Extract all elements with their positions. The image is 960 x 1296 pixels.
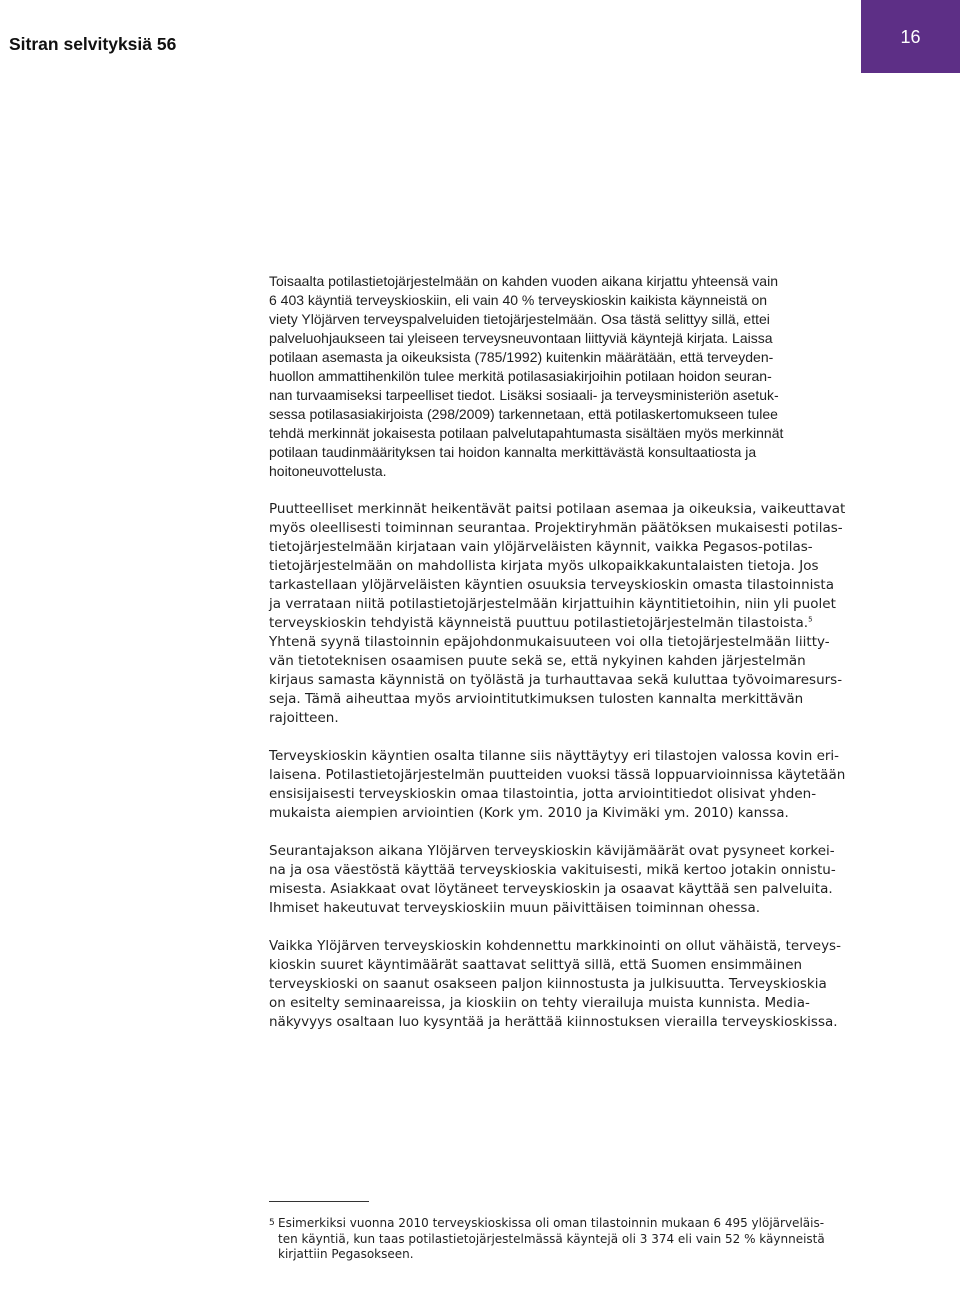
text-segment: terveyskioskin tehdyistä käynneistä puuttuu potilastietojärjestelmän tilastoista. <box>269 615 809 631</box>
footnote-number: 5 <box>269 1218 275 1228</box>
footnote-reference: 5 <box>808 615 813 624</box>
text-line: Yhtenä syynä tilastoinnin epäjohdonmukaisuuteen voi olla tietojärjestelmään liitty- <box>269 634 830 650</box>
text-line-with-footnote <box>269 614 869 633</box>
series-title: Sitran selvityksiä 56 <box>9 34 177 54</box>
text-line: sessa potilasasiakirjoista (298/2009) tarkennetaan, että potilaskertomukseen tulee <box>269 406 778 422</box>
text-line: ja verrataan niitä potilastietojärjestelmään kirjattuihin käyntitietoihin, niin yli puolet <box>269 596 836 612</box>
text-line: Toisaalta potilastietojärjestelmään on kahden vuoden aikana kirjattu yhteensä vain <box>269 273 778 289</box>
footnote-line: ten käyntiä, kun taas potilastietojärjestelmässä käyntejä oli 3 374 eli vain 52 % käynneistä <box>278 1231 825 1246</box>
text-line: ensisijaisesti terveyskioskin omaa tilastointia, jotta arviointitiedot olisivat yhden- <box>269 786 817 802</box>
text-line: potilaan taudinmäärityksen tai hoidon kannalta merkittävästä konsultaatiosta ja <box>269 444 757 460</box>
paragraph-5 <box>269 937 869 1032</box>
text-line: huollon ammattihenkilön tulee merkitä potilasasiakirjoihin potilaan hoidon seuran- <box>269 368 772 384</box>
footnote-line: Esimerkiksi vuonna 2010 terveyskioskissa oli oman tilastoinnin mukaan 6 495 ylöjärveläis- <box>278 1216 825 1230</box>
text-line: myös oleellisesti toiminnan seurantaa. Projektiryhmän päätöksen mukaisesti potilas- <box>269 520 843 536</box>
text-line: potilaan asemasta ja oikeuksista (785/1992) kuitenkin määrätään, että terveyden- <box>269 349 774 365</box>
footnote-line: kirjattiin Pegasokseen. <box>278 1247 414 1261</box>
paragraph-2 <box>269 500 869 728</box>
text-line: kioskin suuret käyntimäärät saattavat selittyä sillä, että Suomen ensimmäinen <box>269 957 803 973</box>
text-line: Vaikka Ylöjärven terveyskioskin kohdennettu markkinointi on ollut vähäistä, terveys- <box>269 938 841 954</box>
text-line: misesta. Asiakkaat ovat löytäneet terveyskioskin ja osaavat käyttää sen palveluita. <box>269 881 833 897</box>
text-line: mukaista aiempien arviointien (Kork ym. 2010 ja Kivimäki ym. 2010) kanssa. <box>269 805 789 821</box>
text-line: nan turvaamiseksi tarpeelliset tiedot. Lisäksi sosiaali- ja terveysministeriön asetuk- <box>269 387 779 403</box>
footnote-divider <box>269 1201 369 1202</box>
text-line: tehdä merkinnät jokaisesta potilaan palvelutapahtumasta sisältäen myös merkinnät <box>269 425 784 441</box>
page-number-badge <box>861 0 960 73</box>
text-line: Seurantajakson aikana Ylöjärven terveyskioskin kävijämäärät ovat pysyneet korkei- <box>269 843 835 859</box>
text-line: 6 403 käyntiä terveyskioskiin, eli vain 40 % terveyskioskin kaikista käynneistä on <box>269 292 768 308</box>
text-line: Terveyskioskin käyntien osalta tilanne siis näyttäytyy eri tilastojen valossa kovin eri- <box>269 748 840 764</box>
text-line: seja. Tämä aiheuttaa myös arviointitutkimuksen tulosten kannalta merkittävän <box>269 691 804 707</box>
text-line: viety Ylöjärven terveyspalveluiden tietojärjestelmään. Osa tästä selittyy sillä, ettei <box>269 311 770 327</box>
text-line: tietojärjestelmään kirjataan vain ylöjärveläisten käynnit, vaikka Pegasos-potilas- <box>269 539 813 555</box>
footnote-text <box>278 1216 869 1263</box>
text-line: kirjaus samasta käynnistä on työlästä ja turhauttavaa sekä kuluttaa työvoimaresurs- <box>269 672 843 688</box>
text-line: palveluohjaukseen tai yleiseen terveysneuvontaan liittyviä käyntejä kirjata. Laissa <box>269 330 773 346</box>
text-line: on esitelty seminaareissa, ja kioskiin on tehty vierailuja muista kunnista. Media- <box>269 995 810 1011</box>
footnote <box>269 1216 869 1263</box>
paragraph-1 <box>269 272 869 481</box>
text-line: na ja osa väestöstä käyttää terveyskioskia vakituisesti, mikä kertoo jotakin onnistu- <box>269 862 836 878</box>
text-line: hoitoneuvottelusta. <box>269 463 387 479</box>
text-line: näkyvyys osaltaan luo kysyntää ja herättää kiinnostuksen vierailla terveyskioskissa. <box>269 1014 838 1030</box>
paragraph-4 <box>269 842 869 918</box>
text-line: tarkastellaan ylöjärveläisten käyntien osuuksia terveyskioskin omasta tilastoinnista <box>269 577 834 593</box>
text-line: terveyskioski on saanut osakseen paljon kiinnostusta ja julkisuutta. Terveyskioskia <box>269 976 827 992</box>
text-line: vän tietoteknisen osaamisen puute sekä se, että nykyinen kahden järjestelmän <box>269 653 806 669</box>
text-line: rajoitteen. <box>269 710 339 726</box>
text-line: Puutteelliset merkinnät heikentävät paitsi potilaan asemaa ja oikeuksia, vaikeuttavat <box>269 501 846 517</box>
text-line: tietojärjestelmään on mahdollista kirjata myös ulkopaikkakuntalaisten tietoja. Jos <box>269 558 819 574</box>
paragraph-3 <box>269 747 869 823</box>
text-line: Ihmiset hakeutuvat terveyskioskiin muun päivittäisen toiminnan ohessa. <box>269 900 761 916</box>
text-line: laisena. Potilastietojärjestelmän puutteiden vuoksi tässä loppuarvioinnissa käytetään <box>269 767 846 783</box>
page-number: 16 <box>900 27 921 47</box>
body-text <box>269 272 869 1051</box>
